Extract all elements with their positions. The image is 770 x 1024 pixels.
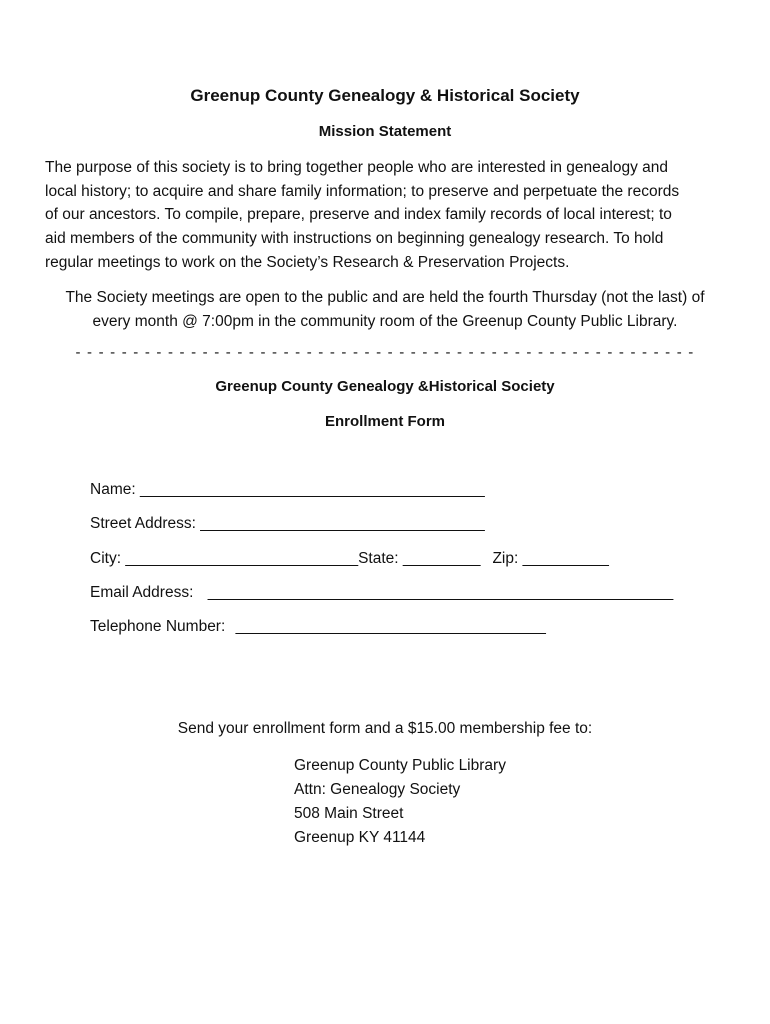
street-address-label: Street Address: bbox=[90, 515, 201, 532]
section-divider: - - - - - - - - - - - - - - - - - - - - - - - - - - - - - - - - - - - - - - - - - - - - - - - - - - - - - - bbox=[75, 344, 695, 361]
meeting-line: every month @ 7:00pm in the community room of the Greenup County Public Library. bbox=[92, 313, 678, 330]
address-line: Greenup County Public Library bbox=[294, 757, 506, 774]
name-field[interactable] bbox=[90, 481, 485, 499]
mission-statement bbox=[45, 156, 735, 275]
street-address-field[interactable] bbox=[90, 515, 485, 533]
address-line: Greenup KY 41144 bbox=[294, 829, 426, 846]
name-label: Name: bbox=[90, 481, 140, 498]
city-blank[interactable]: ___________________________ bbox=[125, 550, 359, 567]
street-address-blank[interactable]: _________________________________ bbox=[200, 515, 485, 532]
mission-line: local history; to acquire and share family information; to preserve and perpetuate the records bbox=[45, 182, 680, 200]
zip-label: Zip: bbox=[492, 550, 523, 567]
mailing-address bbox=[294, 754, 506, 850]
state-blank[interactable]: _________ bbox=[402, 550, 481, 567]
state-label: State: bbox=[358, 550, 403, 567]
mailing-instruction: Send your enrollment form and a $15.00 membership fee to: bbox=[177, 720, 593, 737]
zip-blank[interactable]: __________ bbox=[522, 550, 609, 567]
email-blank[interactable]: ______________________________________________________ bbox=[207, 584, 674, 601]
document-title: Greenup County Genealogy & Historical Society bbox=[190, 86, 580, 105]
mission-heading: Mission Statement bbox=[318, 123, 452, 140]
telephone-blank[interactable]: ____________________________________ bbox=[235, 618, 546, 635]
meeting-info bbox=[0, 286, 770, 334]
city-state-zip-row bbox=[90, 550, 609, 568]
city-label: City: bbox=[90, 550, 126, 567]
mission-line: aid members of the community with instructions on beginning genealogy research. To hold bbox=[45, 230, 664, 248]
telephone-label: Telephone Number: bbox=[90, 618, 230, 635]
email-label: Email Address: bbox=[90, 584, 198, 601]
address-line: Attn: Genealogy Society bbox=[294, 781, 461, 798]
form-title: Greenup County Genealogy &Historical Society bbox=[215, 378, 555, 395]
telephone-field[interactable] bbox=[90, 618, 546, 636]
mission-line: regular meetings to work on the Society’s Research & Preservation Projects. bbox=[45, 253, 570, 271]
address-line: 508 Main Street bbox=[294, 805, 404, 822]
mission-line: The purpose of this society is to bring together people who are interested in genealogy and bbox=[45, 159, 668, 176]
name-blank[interactable]: ________________________________________ bbox=[139, 481, 485, 498]
mission-line: of our ancestors. To compile, prepare, preserve and index family records of local interest; to bbox=[45, 206, 672, 224]
form-subtitle: Enrollment Form bbox=[324, 413, 445, 430]
meeting-line: The Society meetings are open to the public and are held the fourth Thursday (not the last) of bbox=[65, 289, 705, 306]
email-field[interactable] bbox=[90, 584, 673, 602]
